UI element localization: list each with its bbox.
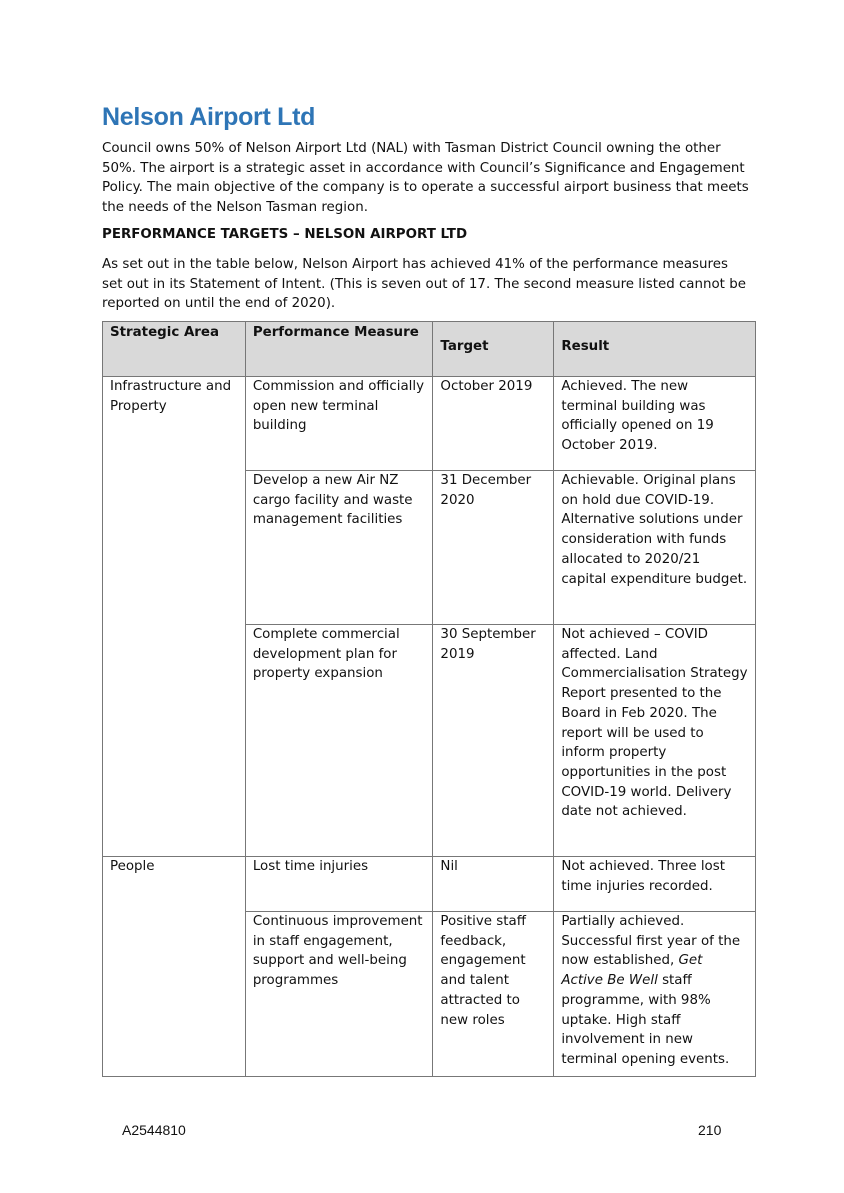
result-cell: Achievable. Original plans on hold due COVID-19. Alternative solutions under consideration with funds allocated to 2020/21 capital expenditure budget. bbox=[554, 471, 756, 625]
programme-name: Get Active Be Well bbox=[561, 953, 703, 989]
table-row bbox=[103, 857, 756, 912]
measure-cell: Complete commercial development plan for property expansion bbox=[245, 625, 433, 857]
result-cell: Not achieved. Three lost time injuries recorded. bbox=[554, 857, 756, 912]
target-cell: Nil bbox=[433, 857, 554, 912]
measure-cell: Develop a new Air NZ cargo facility and waste management facilities bbox=[245, 471, 433, 625]
strategic-area-cell: Infrastructure and Property bbox=[103, 377, 246, 857]
result-text: staff programme, with 98% uptake. High staff involvement in new terminal opening events. bbox=[561, 973, 730, 1067]
page-number: 210 bbox=[698, 1122, 722, 1138]
target-cell: October 2019 bbox=[433, 377, 554, 471]
target-cell: 30 September 2019 bbox=[433, 625, 554, 857]
measure-cell: Commission and officially open new terminal building bbox=[245, 377, 433, 471]
result-cell bbox=[554, 912, 756, 1077]
header-target: Target bbox=[433, 322, 554, 377]
measure-cell: Lost time injuries bbox=[245, 857, 433, 912]
page-title: Nelson Airport Ltd bbox=[102, 103, 316, 131]
table-row bbox=[103, 377, 756, 471]
section-heading: PERFORMANCE TARGETS – NELSON AIRPORT LTD bbox=[102, 227, 468, 242]
header-result: Result bbox=[554, 322, 756, 377]
summary-paragraph: As set out in the table below, Nelson Airport has achieved 41% of the performance measures set out in its Statement of Intent. (This is seven out of 17. The second measure listed cannot be reported on until the end of 2020). bbox=[102, 257, 746, 312]
header-strategic-area: Strategic Area bbox=[103, 322, 246, 377]
measure-cell: Continuous improvement in staff engagement, support and well-being programmes bbox=[245, 912, 433, 1077]
result-cell: Not achieved – COVID affected. Land Commercialisation Strategy Report presented to the Board in Feb 2020. The report will be used to inform property opportunities in the post COVID-19 world. Delivery date not achieved. bbox=[554, 625, 756, 857]
target-cell: Positive staff feedback, engagement and talent attracted to new roles bbox=[433, 912, 554, 1077]
performance-targets-table bbox=[102, 321, 756, 1077]
result-text: Partially achieved. Successful first year of the now established, bbox=[561, 914, 741, 969]
intro-paragraph: Council owns 50% of Nelson Airport Ltd (NAL) with Tasman District Council owning the other 50%. The airport is a strategic asset in accordance with Council’s Significance and Engagement Policy. The main objective of the company is to operate a successful airport business that meets the needs of the Nelson Tasman region. bbox=[102, 141, 749, 215]
strategic-area-cell: People bbox=[103, 857, 246, 1077]
table-header-row bbox=[103, 322, 756, 377]
document-id: A2544810 bbox=[122, 1122, 186, 1138]
result-cell: Achieved. The new terminal building was officially opened on 19 October 2019. bbox=[554, 377, 756, 471]
header-performance-measure: Performance Measure bbox=[245, 322, 433, 377]
target-cell: 31 December 2020 bbox=[433, 471, 554, 625]
